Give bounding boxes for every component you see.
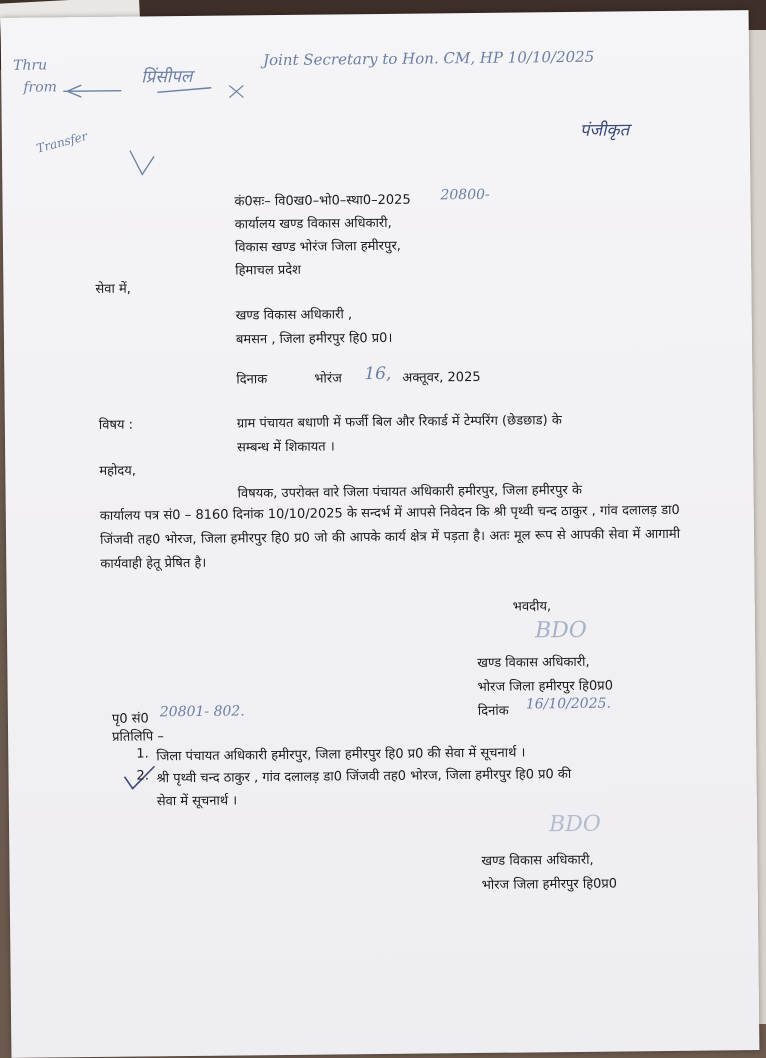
copy-item-1-number: 1. [136, 746, 149, 762]
copy-item-2-line-2: सेवा में सूचनार्थ । [156, 793, 238, 810]
subject-label: विषय : [98, 417, 134, 433]
signature-1: BDO [534, 617, 587, 644]
handwritten-ref-number: 20800- [440, 186, 490, 204]
handwritten-note-principal: प्रिंसीपल [141, 66, 193, 88]
signature-2: BDO [548, 811, 602, 838]
copy-item-2-line-1: श्री पृथ्वी चन्द ठाकुर , गांव दलालड़ डा0 जिंजवी तह0 भोरज, जिला हमीरपुर हि0 प्र0 की [156, 767, 572, 787]
date-label: दिनाक [236, 372, 268, 388]
signoff-date-label: दिनांक [477, 703, 509, 719]
handwritten-note-from: from [23, 79, 57, 96]
letter-sheet [1, 10, 760, 1058]
signoff-place: भोरज जिला हमीरपुर हि0प्र0 [477, 678, 614, 695]
addressee-line-1: खण्ड विकास अधिकारी , [235, 307, 353, 324]
handwritten-endorse-number: 20801- 802. [159, 703, 245, 721]
signoff2-designation: खण्ड विकास अधिकारी, [481, 852, 594, 869]
yours-faithfully: भवदीय, [512, 599, 552, 615]
copy-item-1: जिला पंचायत अधिकारी हमीरपुर, जिला हमीरपुर हि0 प्र0 की सेवा में सूचनार्थ । [156, 745, 526, 765]
reference-line: कं0सः– वि0ख0–भो0–स्था0–2025 [234, 192, 411, 210]
handwritten-corner-note: पंजीकृत [579, 120, 630, 141]
copy-item-2-number: 2. [136, 768, 150, 784]
subject-line-1: ग्राम पंचायत बधाणी में फर्जी बिल और रिकार्ड में टेम्परिंग (छेडछाड) के [236, 413, 562, 432]
handwritten-check-arrow [122, 144, 162, 184]
handwritten-sign-date: 16/10/2025. [525, 695, 612, 713]
signoff-designation: खण्ड विकास अधिकारी, [477, 654, 590, 671]
office-line-2: विकास खण्ड भोरंज जिला हमीरपुर, [234, 238, 401, 256]
endorsement-ref-label: पृ0 सं0 [111, 711, 149, 727]
addressee-line-2: बमसन , जिला हमीरपुर हि0 प्र0। [235, 330, 393, 348]
handwritten-transfer-note: Transfer [34, 128, 89, 156]
signoff2-place: भोरज जिला हमीरपुर हि0प्र0 [481, 876, 618, 893]
subject-line-2: सम्बन्ध में शिकायत । [237, 439, 335, 456]
date-month-year: अक्तूवर, 2025 [402, 369, 481, 386]
handwritten-note-joint-secretary: Joint Secretary to Hon. CM, HP 10/10/2025 [262, 47, 595, 70]
body-first-line: विषयक, उपरोक्त वारे जिला पंचायत अधिकारी हमीरपुर, जिला हमीरपुर के [237, 482, 582, 502]
handwritten-note-thru: Thru [12, 57, 48, 74]
date-place: भोरंज [314, 371, 342, 387]
handwritten-date-day: 16, [364, 363, 392, 385]
addressee-label: सेवा में, [95, 281, 131, 297]
office-line-3: हिमाचल प्रदेश [235, 262, 302, 279]
copy-label: प्रतिलिपि – [112, 729, 164, 745]
handwritten-arrow-marks [61, 67, 261, 109]
body-paragraph: कार्यालय पत्र सं0 – 8160 दिनांक 10/10/2025 के सन्दर्भ में आपसे निवेदन कि श्री पृथ्वी चन्द ठाकुर , गांव दलालड़ डा0 जिंजवी तह0 भोरज, जिला हमीरपुर हि0 प्र0 जो की आपके कार्य क्षेत्र में पड़ता है। अतः मूल रूप से आपकी सेवा में आगामी कार्यवाही हेतू प्रेषित है। [99, 502, 681, 572]
office-line-1: कार्यालय खण्ड विकास अधिकारी, [234, 215, 392, 233]
salutation: महोदय, [99, 463, 137, 479]
